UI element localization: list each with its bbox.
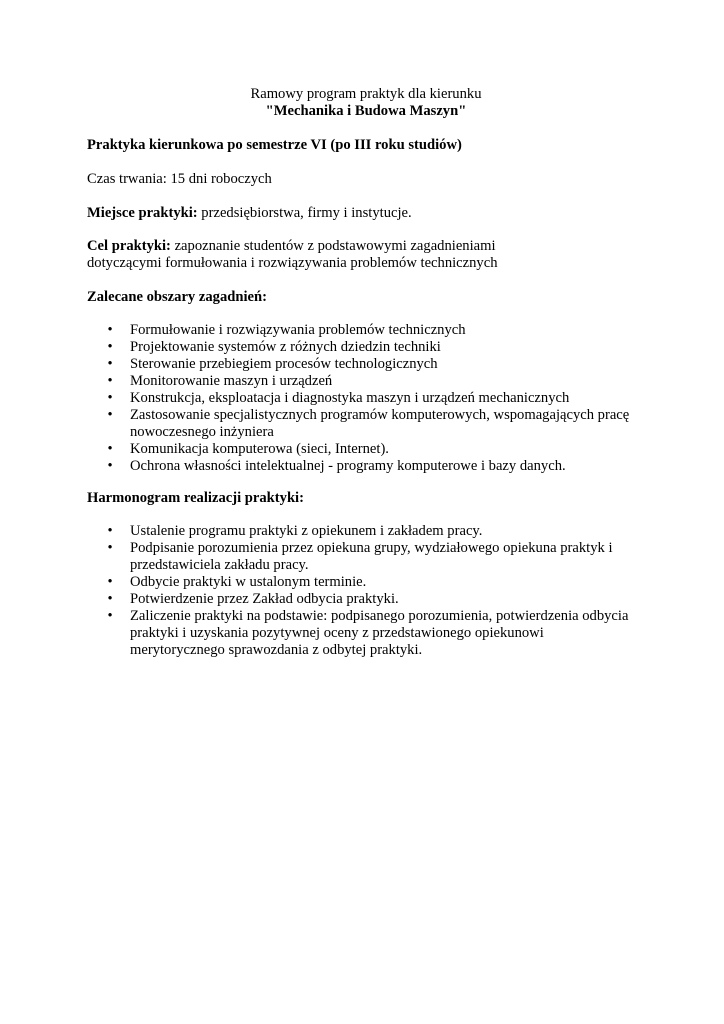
list-item: • Potwierdzenie przez Zakład odbycia praktyki. [105,591,640,608]
bullet-icon: • [107,441,113,457]
list-item: • Sterowanie przebiegiem procesów technologicznych [105,356,645,373]
list-item: • Komunikacja komputerowa (sieci, Internet). [105,441,645,458]
title-line-1: Ramowy program praktyk dla kierunku [250,86,482,102]
semester-heading: Praktyka kierunkowa po semestrze VI (po III roku studiów) [87,137,462,153]
bullet-icon: • [107,458,113,474]
list-item: • Odbycie praktyki w ustalonym terminie. [105,574,640,591]
place-label: Miejsce praktyki: [87,205,198,221]
list-item: • Podpisanie porozumienia przez opiekuna grupy, wydziałowego opiekuna praktyk i przedstawiciela zakładu pracy. [105,540,640,574]
list-item: • Formułowanie i rozwiązywania problemów technicznych [105,322,645,339]
bullet-icon: • [107,390,113,406]
document-title [0,86,724,120]
list-item: • Monitorowanie maszyn i urządzeń [105,373,645,390]
list-item: • Zaliczenie praktyki na podstawie: podpisanego porozumienia, potwierdzenia odbycia praktyki i uzyskania pozytywnej oceny z przedstawionego opiekunowi merytorycznego sprawozdania z odbytej praktyki. [105,608,640,659]
goal-text: zapoznanie studentów z podstawowymi zagadnieniami dotyczącymi formułowania i rozwiązywania problemów technicznych [87,238,498,271]
list-item: • Projektowanie systemów z różnych dziedzin techniki [105,339,645,356]
bullet-icon: • [107,407,113,423]
bullet-icon: • [107,339,113,355]
place-paragraph [87,205,647,222]
list-item: • Ochrona własności intelektualnej - programy komputerowe i bazy danych. [105,458,645,475]
title-line-2: "Mechanika i Budowa Maszyn" [265,103,467,119]
list-item: • Ustalenie programu praktyki z opiekunem i zakładem pracy. [105,523,640,540]
schedule-list [105,523,640,659]
list-item: • Zastosowanie specjalistycznych programów komputerowych, wspomagających pracę nowoczesnego inżyniera [105,407,645,441]
bullet-icon: • [107,322,113,338]
duration-text: Czas trwania: 15 dni roboczych [87,171,272,187]
bullet-icon: • [107,373,113,389]
goal-label: Cel praktyki: [87,238,171,254]
list-item: • Konstrukcja, eksploatacja i diagnostyka maszyn i urządzeń mechanicznych [105,390,645,407]
areas-list [105,322,645,475]
bullet-icon: • [107,356,113,372]
bullet-icon: • [107,591,113,607]
areas-heading: Zalecane obszary zagadnień: [87,289,267,305]
bullet-icon: • [107,523,113,539]
bullet-icon: • [107,608,113,624]
bullet-icon: • [107,574,113,590]
place-text: przedsiębiorstwa, firmy i instytucje. [197,205,412,221]
bullet-icon: • [107,540,113,556]
schedule-heading: Harmonogram realizacji praktyki: [87,490,304,506]
goal-paragraph [87,238,557,272]
